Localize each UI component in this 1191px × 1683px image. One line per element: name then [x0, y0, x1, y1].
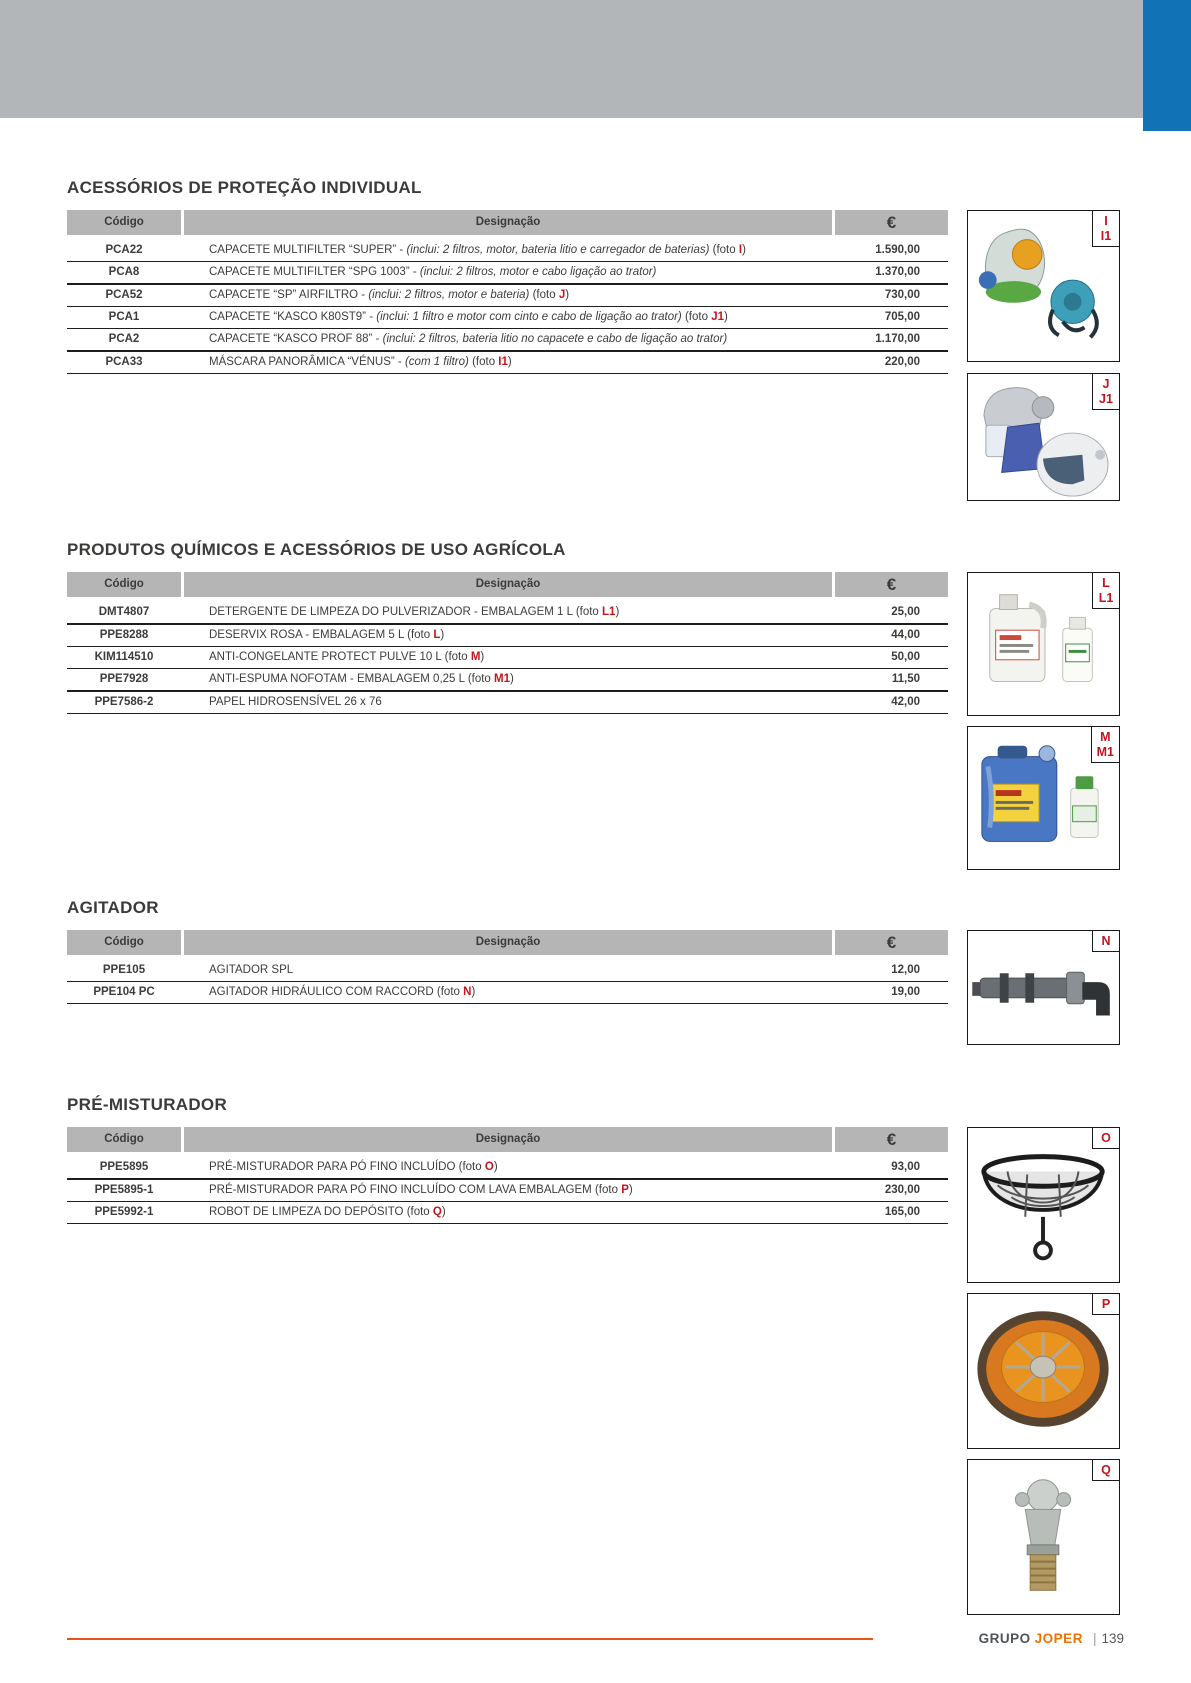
- table-row: [67, 692, 948, 714]
- product-code: PCA22: [105, 244, 143, 256]
- product-designation: [181, 982, 832, 1003]
- photo-reference: (foto N): [436, 986, 476, 998]
- product-code: PPE5895: [99, 1161, 149, 1173]
- product-designation: [181, 240, 832, 261]
- photo-reference-letter: O: [484, 1161, 494, 1173]
- photo-frame-Q: [967, 1459, 1120, 1615]
- photo-reference: (foto J1): [684, 311, 728, 323]
- photo-reference: (foto M): [444, 651, 485, 663]
- product-price: 1.590,00: [875, 244, 920, 256]
- table-row: [67, 1157, 948, 1180]
- column-header-price-euro: €: [835, 572, 948, 597]
- photo-label-tab: [1092, 210, 1120, 247]
- designation-text: ANTI-ESPUMA NOFOTAM - EMBALAGEM 0,25 L: [209, 673, 465, 685]
- designation-text: PAPEL HIDROSENSÍVEL 26 x 76: [209, 696, 382, 708]
- product-photo-O: [968, 1128, 1119, 1282]
- photo-frame-N: [967, 930, 1120, 1045]
- product-code: PCA2: [108, 333, 140, 345]
- product-code: KIM114510: [94, 651, 154, 663]
- table-row: [67, 329, 948, 352]
- table-row: [67, 262, 948, 285]
- table-header-row: [67, 572, 948, 597]
- column-header-price-euro: €: [835, 930, 948, 955]
- section-title: PRODUTOS QUÍMICOS E ACESSÓRIOS DE USO AGRÍCOLA: [67, 540, 566, 559]
- photo-label-letter: J1: [1099, 392, 1113, 406]
- product-photo-P: [968, 1294, 1119, 1448]
- photo-frame-O: [967, 1127, 1120, 1283]
- product-designation: [181, 307, 832, 328]
- photo-reference-letter: M: [470, 651, 481, 663]
- designation-detail-italic: (inclui: 2 filtros, bateria litio no capacete e cabo de ligação ao trator): [382, 333, 728, 345]
- designation-text: PRÉ-MISTURADOR PARA PÓ FINO INCLUÍDO: [209, 1161, 456, 1173]
- page-number: 139: [1101, 1631, 1124, 1646]
- product-price: 730,00: [884, 289, 920, 301]
- designation-text: AGITADOR HIDRÁULICO COM RACCORD: [209, 986, 434, 998]
- table-header-row: [67, 1127, 948, 1152]
- photo-reference-letter: I: [738, 244, 743, 256]
- photo-reference: (foto J): [532, 289, 570, 301]
- column-header-designacao: Designação: [184, 930, 832, 955]
- top-banner: [0, 0, 1143, 118]
- column-header-price-euro: €: [835, 1127, 948, 1152]
- designation-text: DETERGENTE DE LIMPEZA DO PULVERIZADOR - EMBALAGEM 1 L: [209, 606, 573, 618]
- photo-frame-P: [967, 1293, 1120, 1449]
- product-price: 11,50: [891, 673, 920, 685]
- photo-frame-J: [967, 373, 1120, 501]
- designation-detail-italic: (com 1 filtro): [404, 356, 469, 368]
- catalog-section: [67, 176, 948, 374]
- product-designation: [181, 625, 832, 646]
- column-header-designacao: Designação: [184, 210, 832, 235]
- photo-label-letter: I: [1104, 214, 1108, 228]
- footer: [979, 1630, 1124, 1648]
- photo-label-letter: O: [1101, 1131, 1111, 1145]
- column-header-codigo: Código: [67, 210, 181, 235]
- photo-reference-letter: Q: [432, 1206, 442, 1218]
- table-header-row: [67, 930, 948, 955]
- photo-reference-letter: L1: [602, 606, 616, 618]
- product-designation: [181, 1157, 832, 1178]
- product-designation: [181, 602, 832, 623]
- product-code: PPE105: [102, 964, 146, 976]
- photo-reference: (foto L): [407, 629, 445, 641]
- photo-reference: (foto Q): [406, 1206, 446, 1218]
- product-code: PCA1: [108, 311, 140, 323]
- photo-label-letter: J: [1102, 377, 1110, 391]
- photo-label-tab: [1092, 1127, 1120, 1149]
- photo-label-letter: M1: [1096, 745, 1114, 759]
- designation-text: MÁSCARA PANORÂMICA “VÉNUS” -: [209, 356, 402, 368]
- column-header-designacao: Designação: [184, 572, 832, 597]
- designation-text: CAPACETE “KASCO K80ST9” -: [209, 311, 374, 323]
- product-designation: [181, 1180, 832, 1201]
- column-header-designacao: Designação: [184, 1127, 832, 1152]
- section-title: ACESSÓRIOS DE PROTEÇÃO INDIVIDUAL: [67, 178, 422, 197]
- product-price: 165,00: [884, 1206, 920, 1218]
- table-row: [67, 669, 948, 692]
- table-row: [67, 647, 948, 669]
- column-header-price-euro: €: [835, 210, 948, 235]
- product-code: PCA52: [105, 289, 143, 301]
- designation-text: DESERVIX ROSA - EMBALAGEM 5 L: [209, 629, 404, 641]
- photo-label-tab: [1092, 373, 1120, 410]
- table-row: [67, 625, 948, 647]
- product-code: PPE7928: [99, 673, 149, 685]
- photo-reference: (foto L1): [575, 606, 620, 618]
- catalog-section: [67, 538, 948, 714]
- column-header-codigo: Código: [67, 1127, 181, 1152]
- column-header-codigo: Código: [67, 572, 181, 597]
- section-title: AGITADOR: [67, 898, 159, 917]
- product-code: PPE5895-1: [94, 1184, 154, 1196]
- product-price: 12,00: [891, 964, 920, 976]
- designation-detail-italic: (inclui: 2 filtros, motor e cabo ligação ao trator): [419, 266, 657, 278]
- photo-label-letter: I1: [1100, 229, 1112, 243]
- table-row: [67, 352, 948, 374]
- designation-text: CAPACETE MULTIFILTER “SUPER” -: [209, 244, 404, 256]
- top-banner-blue-block: [1143, 0, 1191, 131]
- photo-frame-I: [967, 210, 1120, 362]
- product-designation: [181, 669, 832, 690]
- table-row: [67, 602, 948, 625]
- photo-label-letter: L: [1102, 576, 1110, 590]
- table-row: [67, 982, 948, 1004]
- table-row: [67, 285, 948, 307]
- photo-reference: (foto P): [594, 1184, 633, 1196]
- photo-frame-M: [967, 726, 1120, 870]
- designation-detail-italic: (inclui: 2 filtros, motor e bateria): [368, 289, 530, 301]
- photo-reference-letter: M1: [494, 673, 511, 685]
- product-code: PCA8: [108, 266, 140, 278]
- product-designation: [181, 262, 832, 283]
- photo-reference-letter: I1: [498, 356, 508, 368]
- product-designation: [181, 285, 832, 306]
- photo-label-tab: [1092, 1459, 1120, 1481]
- product-price: 25,00: [891, 606, 920, 618]
- catalog-section: [67, 896, 948, 1004]
- photo-reference: (foto I): [712, 244, 746, 256]
- table-row: [67, 1180, 948, 1202]
- product-price: 230,00: [884, 1184, 920, 1196]
- product-designation: [181, 960, 832, 981]
- product-price: 705,00: [884, 311, 920, 323]
- product-price: 50,00: [891, 651, 920, 663]
- designation-text: CAPACETE “KASCO PROF 88” -: [209, 333, 380, 345]
- product-price: 19,00: [891, 986, 920, 998]
- product-designation: [181, 352, 832, 373]
- photo-label-letter: L1: [1098, 591, 1114, 605]
- table-header-row: [67, 210, 948, 235]
- product-code: PPE5992-1: [94, 1206, 154, 1218]
- photo-reference-letter: L: [433, 629, 441, 641]
- designation-text: ANTI-CONGELANTE PROTECT PULVE 10 L: [209, 651, 442, 663]
- photo-label-letter: N: [1101, 934, 1111, 948]
- photo-label-tab: [1092, 572, 1120, 609]
- designation-text: AGITADOR SPL: [209, 964, 294, 976]
- photo-reference-letter: P: [621, 1184, 629, 1196]
- product-code: PCA33: [105, 356, 143, 368]
- product-designation: [181, 692, 832, 713]
- designation-detail-italic: (inclui: 1 filtro e motor com cinto e cabo de ligação ao trator): [376, 311, 682, 323]
- photo-reference: (foto O): [458, 1161, 498, 1173]
- product-designation: [181, 329, 832, 350]
- product-price: 1.170,00: [875, 333, 920, 345]
- product-price: 220,00: [884, 356, 920, 368]
- catalog-section: [67, 1093, 948, 1224]
- photo-label-letter: P: [1101, 1297, 1111, 1311]
- product-code: PPE8288: [99, 629, 149, 641]
- table-row: [67, 240, 948, 262]
- photo-reference: (foto M1): [467, 673, 514, 685]
- photo-label-tab: [1091, 726, 1120, 763]
- table-row: [67, 1202, 948, 1224]
- product-code: DMT4807: [98, 606, 150, 618]
- table-row: [67, 960, 948, 982]
- designation-text: CAPACETE MULTIFILTER “SPG 1003” -: [209, 266, 417, 278]
- photo-label-letter: M: [1100, 730, 1111, 744]
- brand-grupo: GRUPO: [978, 1631, 1031, 1646]
- product-price: 93,00: [891, 1161, 920, 1173]
- section-title: PRÉ-MISTURADOR: [67, 1095, 228, 1114]
- brand-joper: JOPER: [1034, 1631, 1083, 1646]
- designation-text: PRÉ-MISTURADOR PARA PÓ FINO INCLUÍDO COM LAVA EMBALAGEM: [209, 1184, 592, 1196]
- product-designation: [181, 647, 832, 668]
- photo-frame-L: [967, 572, 1120, 716]
- photo-label-tab: [1092, 1293, 1120, 1315]
- page-separator: |: [1092, 1631, 1097, 1646]
- photo-label-tab: [1092, 930, 1120, 952]
- product-photo-Q: [968, 1460, 1119, 1614]
- designation-text: ROBOT DE LIMPEZA DO DEPÓSITO: [209, 1206, 404, 1218]
- table-row: [67, 307, 948, 329]
- product-code: PPE104 PC: [93, 986, 155, 998]
- photo-reference-letter: J1: [711, 311, 724, 323]
- column-header-codigo: Código: [67, 930, 181, 955]
- product-price: 1.370,00: [875, 266, 920, 278]
- designation-detail-italic: (inclui: 2 filtros, motor, bateria litio e carregador de baterias): [406, 244, 710, 256]
- photo-reference: (foto I1): [472, 356, 512, 368]
- product-price: 44,00: [891, 629, 920, 641]
- designation-text: CAPACETE “SP” AIRFILTRO -: [209, 289, 366, 301]
- photo-reference-letter: J: [558, 289, 566, 301]
- product-designation: [181, 1202, 832, 1223]
- photo-reference-letter: N: [463, 986, 472, 998]
- product-code: PPE7586-2: [94, 696, 154, 708]
- photo-label-letter: Q: [1101, 1463, 1111, 1477]
- product-price: 42,00: [891, 696, 920, 708]
- footer-rule: [67, 1638, 873, 1640]
